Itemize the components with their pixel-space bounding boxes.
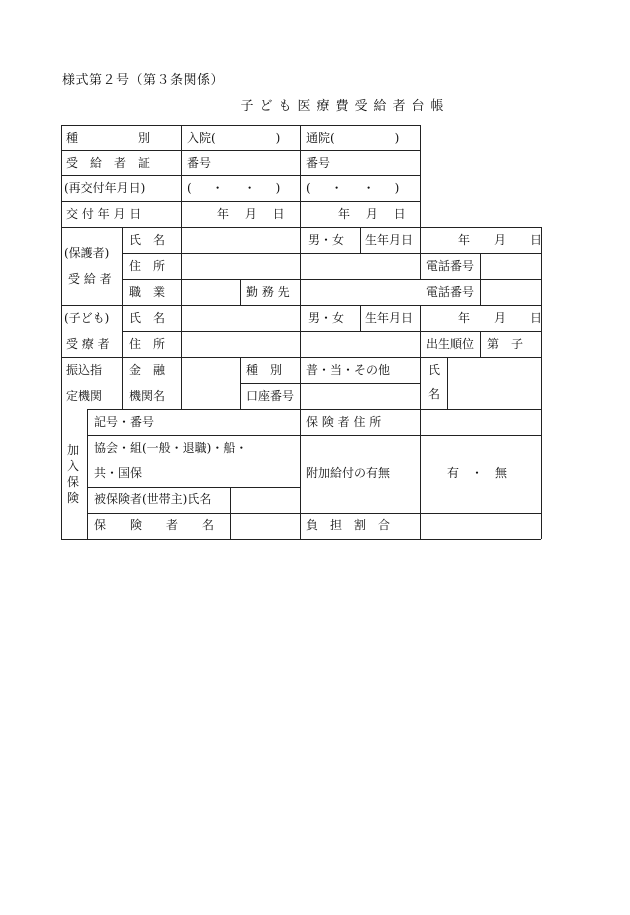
account-holder-label-2: 名: [428, 387, 441, 401]
guardian-work-phone-label: 電話番号: [426, 285, 475, 299]
insurer-address-label: 保 険 者 住 所: [306, 415, 382, 429]
guardian-phone-label: 電話番号: [426, 259, 475, 273]
form-number: 様式第２号（第３条関係）: [62, 73, 225, 88]
inpatient-field: 入院( ): [187, 131, 281, 145]
issue-date-left: 年 月 日: [217, 207, 285, 221]
birth-order-label: 出生順位: [426, 337, 475, 351]
issue-date-right: 年 月 日: [338, 207, 406, 221]
account-type-label: 種 別: [246, 363, 283, 377]
insurance-group-label-2: 入: [67, 459, 80, 473]
document-title: 子ども医療費受給者台帳: [240, 99, 450, 114]
additional-benefit-label: 附加給付の有無: [306, 466, 391, 480]
insurance-group-label-4: 険: [67, 491, 80, 505]
insurance-kinds-line-1: 協会・組(一般・退職)・船・: [94, 441, 248, 455]
child-name-label: 氏 名: [129, 311, 166, 325]
child-address-label: 住 所: [129, 337, 166, 351]
reissue-date-left: ( ・ ・ ): [187, 181, 285, 195]
insured-person-label: 被保険者(世帯主)氏名: [94, 492, 212, 506]
guardian-birth-label: 生年月日: [365, 233, 414, 247]
guardian-group-label: (保護者): [64, 246, 110, 260]
reissue-date-label: (再交付年月日): [64, 181, 146, 195]
guardian-group-label-2: 受 給 者: [68, 272, 112, 286]
account-type-value: 普・当・その他: [306, 363, 391, 377]
type-label: 種 別: [66, 131, 151, 145]
guardian-name-label: 氏 名: [129, 233, 166, 247]
burden-ratio-label: 負 担 割 合: [306, 518, 391, 532]
bank-group-label: 振込指: [66, 363, 103, 377]
financial-institution-label: 金 融: [129, 363, 166, 377]
child-group-label-2: 受 療 者: [66, 337, 110, 351]
child-group-label: (子ども): [64, 311, 110, 325]
child-birth-date: 年 月 日: [458, 311, 543, 325]
bank-group-label-2: 定機関: [66, 389, 103, 403]
financial-institution-label-2: 機関名: [129, 389, 166, 403]
guardian-workplace-label: 勤 務 先: [246, 285, 290, 299]
insurer-name-label: 保 険 者 名: [94, 518, 215, 532]
account-number-label: 口座番号: [246, 389, 295, 403]
insurance-group-label-3: 保: [67, 475, 80, 489]
certificate-number-left: 番号: [187, 156, 212, 170]
guardian-birth-date: 年 月 日: [458, 233, 543, 247]
child-gender: 男・女: [308, 311, 345, 325]
guardian-job-label: 職 業: [129, 285, 166, 299]
issue-date-label: 交 付 年 月 日: [66, 207, 142, 221]
insurance-group-label-1: 加: [67, 443, 80, 457]
insurance-kinds-line-2: 共・国保: [94, 466, 143, 480]
guardian-gender: 男・女: [308, 233, 345, 247]
reissue-date-right: ( ・ ・ ): [306, 181, 404, 195]
outpatient-field: 通院( ): [306, 131, 400, 145]
symbol-number-label: 記号・番号: [94, 415, 155, 429]
birth-order-value: 第 子: [487, 337, 524, 351]
child-birth-label: 生年月日: [365, 311, 414, 325]
account-holder-label: 氏: [428, 363, 441, 377]
guardian-address-label: 住 所: [129, 259, 166, 273]
certificate-label: 受 給 者 証: [66, 156, 151, 170]
certificate-number-right: 番号: [306, 156, 331, 170]
additional-benefit-value: 有 ・ 無: [447, 466, 508, 480]
